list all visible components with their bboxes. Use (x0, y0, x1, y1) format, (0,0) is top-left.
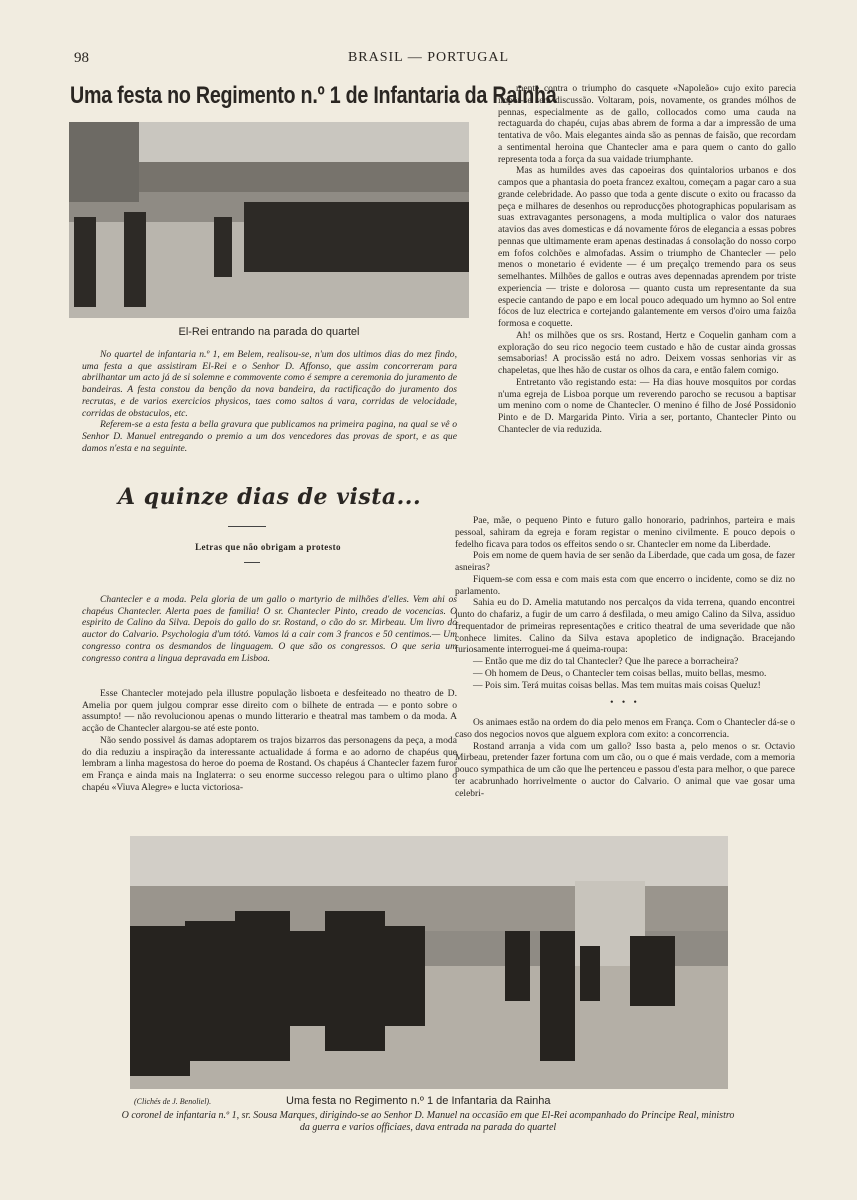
paragraph: Mas as humildes aves das capoeiras dos quintalorios urbanos e dos campos que a phantasia do poeta francez exaltou, começam a pagar caro a sua grande celebridade. Ao passo que toda a gente discute o exito ou fracasso da peça e milhares de desenhos ou reproducções photographicas popularisam as suas extravagantes personagens, a moda multiplica o valor dos naturaes atavios das aves domesticas e dá novamente fóros de elegancia a essas pobres pennas que ultimamente eram apenas destinadas á consolação do nosso corpo em fofos colchões e almofadas. Assim o triumpho de Chantecler — pelo menos o monetario é evidente — é um preçalço tremendo para os seus semelhantes. Milhões de gallos e outras aves depennadas aprendem por triste experiencia — triste e dolorosa — quanto custa um representante da sua especie cantando de papo e em local pouco adequado um hymno ao Sol entre fócos de luz electrica e cortejando galantemente em versos d'oiro uma faizôa formosa e coquette. (498, 166, 796, 329)
paragraph: mente contra o triumpho do casquete «Napoleão» cujo exito parecia impôr-se sem discussão. Voltaram, pois, novamente, os grandes mólhos de pennas, especialmente as de gallo, collocados como uma cauda na rectaguarda do chapéu, cujas abas abrem de forma a dar a impressão de uma tentativa de vôo. Mais elegantes ainda são as pennas de faisão, que recordam a sentimental heroina que Chantecler ama e para quem o canto do gallo representa toda a força da sua vaidade triumphante. (498, 84, 796, 165)
page-number: 98 (74, 50, 89, 66)
paragraph: No quartel de infantaria n.º 1, em Belem, realisou-se, n'um dos ultimos dias do mez findo, uma festa a que assistiram El-Rei e o Senhor D. Affonso, que assim concorreram para abrilhantar um acto já de si solemne e commovente como é sempre a ceremonia do juramento de bandeiras. A festa constou da benção da nova bandeira, da ractificação do juramento dos recrutas, e de varios exercicios physicos, taes como saltos á vara, corridas de velocidade, corridas de obstaculos, etc. (82, 349, 457, 419)
paragraph: Pois em nome de quem havia de ser senão da Liberdade, que cada um gosa, de fazer asneiras? (455, 551, 795, 573)
paragraph: Sahia eu do D. Amelia matutando nos percalços da vida terrena, quando encontrei junto do chafariz, a fugir de um carro á desfilada, o meu amigo Calino da Silva, assiduo frequentador de primeiras representações e critico theatral de uma severidade que não conhece limites. Calino da Silva estava apopletico de indignação. Bracejando furiosamente interroguei-me á queima-roupa: (455, 598, 795, 656)
paragraph: — Pois sim. Terá muitas coisas bellas. Mas tem muitas mais coisas Queluz! (473, 680, 761, 691)
paragraph: — Então que me diz do tal Chantecler? Que lhe parece a borracheira? (473, 657, 739, 667)
paragraph: Referem-se a esta festa a bella gravura que publicamos na primeira pagina, na qual se vê o Senhor D. Manuel entregando o premio a um dos vencedores das provas de sport, e as que damos n'esta e na seguinte. (82, 419, 457, 454)
section-separator: • • • (610, 698, 640, 709)
article2-wide-column (455, 516, 795, 800)
photo-caption: Uma festa no Regimento n.º 1 de Infantaria da Rainha (286, 1095, 551, 1107)
article2-title: A quinze dias de vista... (118, 484, 422, 510)
article2-left-column (82, 688, 457, 793)
paragraph: Pae, mãe, o pequeno Pinto e futuro gallo honorario, padrinhos, parteira e mais pessoal, sahiram da egreja e foram registar o menino civilmente. E pouco depois o fedelho ficava para todos os effeitos sendo o sr. Chantecler em nome da Liberdade. (455, 516, 795, 550)
photo-caption: El-Rei entrando na parada do quartel (178, 326, 360, 338)
paragraph: — Oh homem de Deus, o Chantecler tem coisas bellas, muito bellas, mesmo. (473, 668, 767, 679)
paragraph: Ah! os milhões que os srs. Rostand, Hertz e Coquelin ganham com a exploração do seu rico negocio teem custado e hão de custar ainda grossas semsaborias! A procissão está no adro. Deixem vossas senhorias vir as chapeletas, que lhes hão de custar os olhos da cara, e então falem comigo. (498, 330, 796, 376)
paragraph: Fiquem-se com essa e com mais esta com que encerro o incidente, como se diz no parlamento. (455, 574, 795, 597)
photo-subcaption: O coronel de infantaria n.º 1, sr. Sousa Marques, dirigindo-se ao Senhor D. Manuel na occasião em que El-Rei acompanhado do Principe Real, ministro da guerra e varios officiaes, dava entrada na parada do quartel (121, 1110, 735, 1133)
paragraph: Chantecler e a moda. Pela gloria de um gallo o martyrio de milhões d'elles. Vem ahi os chapéus Chantecler. Alerta paes de familia! O sr. Chantecler Pinto, creado de vocencias. O espirito de Calino da Silva. Depois do gallo do sr. Rostand, o cão do sr. Mirbeau. Um livro do auctor do Calvario. Psychologia d'um tótó. Vamos lá a cair com 3 francos e 50 centimos.— Um congresso contra os desmandos de linguagem. O que são os congressos. O que seria um congresso contra a lingua depravada em Lisboa. (82, 594, 457, 664)
officers-photo (130, 836, 728, 1089)
article2-subtitle: Letras que não obrigam a protesto (195, 542, 341, 552)
paragraph: Não sendo possivel ás damas adoptarem os trajos bizarros das personagens da peça, a moda do dia reduziu a inspiração da interessante actualidade á forma e ao adorno de chapéus que lembram a linha magestosa do heroe do poema de Rostand. Os chapéus á Chantecler fazem furor em França e ainda mais na Inglaterra: o seu enorme successo relegou para o ultimo plano o chapéu «Viuva Alegre» e lucta victoriosa- (82, 734, 457, 793)
article2-intro (82, 594, 457, 664)
divider (228, 526, 266, 527)
divider (244, 562, 260, 563)
article2-right-column (498, 84, 796, 437)
paragraph: Entretanto vão registando esta: — Ha dias houve mosquitos por cordas n'uma egreja de Lisboa porque um reverendo parocho se recusou a baptisar um menino com o nome de Chantecler. O menino é filho de José Possidonio Pinto e de D. Margarida Pinto. Viria a ser, portanto, Chantecler Pinto ou Chantecler de via reduzida. (498, 377, 796, 435)
running-title: BRASIL — PORTUGAL (347, 50, 510, 65)
paragraph: Esse Chantecler motejado pela illustre população lisboeta e desfeiteado no theatro de D. Amelia por quem julgou comprar esse direito com o bilhete de entrada — e ponto sobre o assumpto! — não revolucionou apenas o mundo litterario e theatral mas tambem o da moda. A acção de Chantecler alargou-se até este ponto. (82, 688, 457, 735)
photo-credit: (Clichés de J. Benoliel). (134, 1097, 212, 1106)
article1-body (82, 349, 457, 454)
parade-photo (69, 122, 469, 318)
article-headline: Uma festa no Regimento n.º 1 de Infantaria da Rainha (70, 82, 557, 109)
paragraph: Rostand arranja a vida com um gallo? Isso basta a, pelo menos o sr. Octavio Mirbeau, pretender fazer fortuna com um cão, ou o que é mais verdade, com a memoria pouco sympathica de um cão que lhe pertenceu e passou d'esta para melhor, o que parece ter acabrunhado horrivelmente o auctor do Calvario. O animal que vae gosar uma celebri- (455, 741, 795, 799)
paragraph: Os animaes estão na ordem do dia pelo menos em França. Com o Chantecler dá-se o caso dos negocios novos que alguem explora com exito: a concorrencia. (455, 718, 795, 740)
